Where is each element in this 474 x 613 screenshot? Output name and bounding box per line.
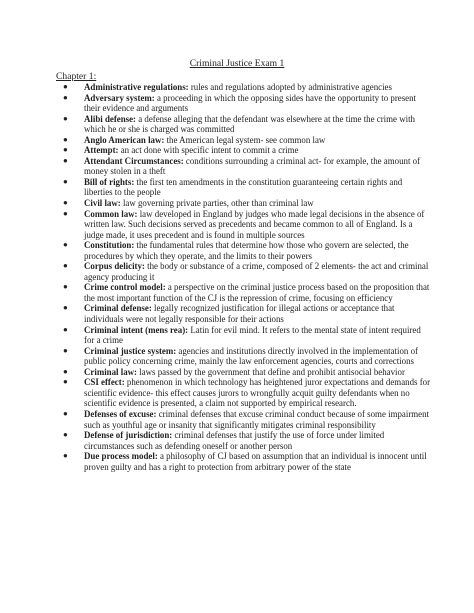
term-list-item [56, 177, 432, 198]
term-name: Attempt: [84, 145, 119, 156]
chapter-heading: Chapter 1: [56, 71, 97, 82]
term-list-item [56, 135, 432, 146]
bullet-icon: ● [63, 366, 68, 376]
term-list-item [56, 209, 432, 241]
bullet-icon: ● [63, 430, 68, 440]
term-list-item [56, 430, 432, 451]
term-definition: a perspective on the criminal justice process based on the proposition that the most important function of the CJ is the repression of crime, focusing on efficiency [84, 282, 430, 303]
term-name: CSI effect: [84, 377, 125, 388]
document-title: Criminal Justice Exam 1 [189, 58, 285, 69]
term-definition: agencies and institutions directly involved in the implementation of public policy concerning crime, mainly the law enforcement agencies, courts and corrections [84, 345, 418, 367]
term-name: Criminal law: [84, 366, 137, 377]
bullet-icon: ● [63, 82, 68, 91]
term-list-item [56, 198, 432, 209]
term-definition: criminal defenses that justify the use of force under limited circumstances such as defending oneself or another person [84, 430, 385, 451]
term-name: Due process model: [84, 451, 158, 462]
term-definition: conditions surrounding a criminal act- for example, the amount of money stolen in a theft [84, 155, 421, 177]
term-definition: laws passed by the government that define and prohibit antisocial behavior [137, 366, 405, 377]
bullet-icon: ● [63, 92, 68, 102]
term-name: Administrative regulations: [84, 82, 189, 92]
term-list-item [56, 156, 432, 177]
term-name: Crime control model: [84, 282, 166, 293]
term-name: Bill of rights: [84, 176, 135, 187]
term-name: Criminal intent (mens rea): [84, 324, 189, 335]
term-definition: a defense alleging that the defendant was elsewhere at the time the crime with which he or she is charged was committed [84, 113, 415, 135]
bullet-icon: ● [63, 113, 68, 123]
bullet-icon: ● [63, 324, 68, 334]
bullet-icon: ● [63, 451, 68, 461]
term-definition: legally recognized justification for illegal actions or acceptance that individuals were not legally responsible for their actions [84, 303, 395, 325]
term-list [56, 82, 432, 472]
term-list-item [56, 303, 432, 324]
term-definition: the first ten amendments in the constitution guaranteeing certain rights and liberties to the people [84, 176, 403, 198]
term-name: Attendant Circumstances: [84, 155, 184, 166]
term-definition: criminal defenses that excuse criminal conduct because of some impairment such as youthful age or insanity that significantly mitigates criminal responsibility [84, 408, 430, 430]
term-name: Common law: [84, 208, 138, 219]
bullet-icon: ● [63, 345, 68, 355]
term-list-item [56, 261, 432, 282]
term-definition: the body or substance of a crime, composed of 2 elements- the act and criminal agency producing it [84, 261, 429, 282]
bullet-icon: ● [63, 155, 68, 165]
term-list-item [56, 93, 432, 114]
term-name: Defense of jurisdiction: [84, 430, 173, 441]
bullet-icon: ● [63, 208, 68, 218]
term-list-item [56, 377, 432, 409]
bullet-icon: ● [63, 134, 68, 144]
term-definition: law governing private parties, other than criminal law [120, 198, 314, 209]
term-list-item [56, 409, 432, 430]
term-name: Alibi defense: [84, 113, 137, 124]
term-name: Adversary system: [84, 92, 155, 103]
term-list-item [56, 282, 432, 303]
bullet-icon: ● [63, 240, 68, 250]
term-definition: the American legal system- see common law [164, 134, 326, 145]
term-definition: a proceeding in which the opposing sides have the opportunity to present their evidence and arguments [84, 92, 417, 114]
bullet-icon: ● [63, 145, 68, 155]
term-name: Defenses of excuse: [84, 408, 157, 419]
term-name: Criminal defense: [84, 303, 152, 314]
term-definition: a philosophy of CJ based on assumption that an individual is innocent until proven guilty and has a right to protection from arbitrary power of the state [84, 451, 427, 472]
term-name: Criminal justice system: [84, 345, 177, 356]
term-list-item [56, 325, 432, 346]
term-name: Constitution: [84, 240, 135, 251]
term-definition: law developed in England by judges who made legal decisions in the absence of written law. Such decisions served as precedents and became common to all of England. Is a judge made, it uses precedent and is found in multiple sources [84, 208, 425, 240]
bullet-icon: ● [63, 198, 68, 208]
term-list-item [56, 82, 432, 93]
term-list-item [56, 451, 432, 472]
term-definition: Latin for evil mind. It refers to the mental state of intent required for a crime [84, 324, 421, 346]
term-definition: phenomenon in which technology has heightened juror expectations and demands for scientific evidence- this effect causes jurors to wrongfully acquit guilty defendants when no scientific evidence is presented, a claim not supported by empirical research. [84, 377, 431, 409]
term-list-item [56, 367, 432, 378]
term-list-item [56, 346, 432, 367]
bullet-icon: ● [63, 261, 68, 271]
term-name: Corpus delicity: [84, 261, 145, 272]
bullet-icon: ● [63, 303, 68, 313]
bullet-icon: ● [63, 408, 68, 418]
bullet-icon: ● [63, 176, 68, 186]
term-definition: the fundamental rules that determine how those who govern are selected, the procedures by which they operate, and the limits to their powers [84, 240, 409, 261]
term-definition: rules and regulations adopted by administrative agencies [188, 82, 392, 92]
term-list-item [56, 145, 432, 156]
term-list-item [56, 114, 432, 135]
term-definition: an act done with specific intent to commit a crime [118, 145, 299, 156]
term-name: Anglo American law: [84, 134, 165, 145]
term-list-item [56, 240, 432, 261]
bullet-icon: ● [63, 377, 68, 387]
term-name: Civil law: [84, 198, 121, 209]
bullet-icon: ● [63, 282, 68, 292]
